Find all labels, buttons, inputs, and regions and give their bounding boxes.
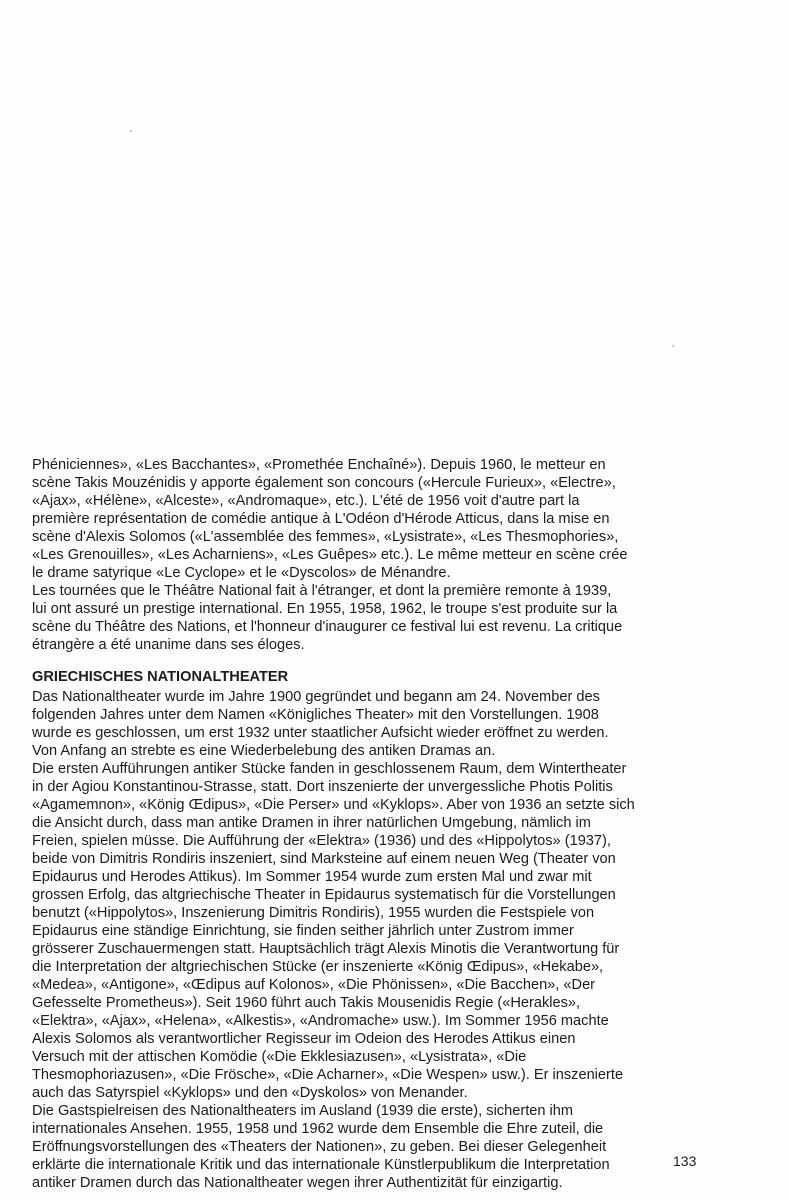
- text-line: Das Nationaltheater wurde im Jahre 1900 gegründet und begann am 24. November des: [32, 689, 600, 705]
- text-line: lui ont assuré un prestige international. En 1955, 1958, 1962, le troupe s'est produite sur la: [32, 601, 618, 617]
- text-line: première représentation de comédie antique à L'Odéon d'Hérode Atticus, dans la mise en: [32, 511, 610, 527]
- text-line: «Medea», «Antigone», «Œdipus auf Kolonos», «Die Phönissen», «Die Bacchen», «Der: [32, 977, 596, 993]
- text-line: benutzt («Hippolytos», Inszenierung Dimitris Rondiris), 1955 wurden die Festspiele von: [32, 905, 595, 921]
- text-line: scène Takis Mouzénidis y apporte également son concours («Hercule Furieux», «Electre»,: [32, 475, 616, 491]
- text-line: Die ersten Aufführungen antiker Stücke fanden in geschlossenem Raum, dem Wintertheater: [32, 761, 627, 777]
- german-paragraph: [32, 688, 712, 1192]
- text-line: die Interpretation der altgriechischen Stücke (er inszenierte «König Œdipus», «Hekabe»,: [32, 959, 604, 975]
- text-line: «Ajax», «Hélène», «Alceste», «Andromaque», etc.). L'été de 1956 voit d'autre part la: [32, 493, 580, 509]
- text-line: «Les Grenouilles», «Les Acharniens», «Les Guêpes» etc.). Le même metteur en scène crée: [32, 547, 628, 563]
- text-line: auch das Satyrspiel «Kyklops» und den «Dyskolos» von Menander.: [32, 1085, 468, 1101]
- text-line: wurde es geschlossen, um erst 1932 unter staatlicher Aufsicht wieder eröffnet zu werden.: [32, 725, 609, 741]
- text-line: Freien, spielen müsse. Die Aufführung der «Elektra» (1936) und des «Hippolytos» (1937),: [32, 833, 611, 849]
- text-line: étrangère a été unanime dans ses éloges.: [32, 637, 305, 653]
- text-line: Gefesselte Prometheus»). Seit 1960 führt auch Takis Mousenidis Regie («Herakles»,: [32, 995, 581, 1011]
- text-line: Epidaurus eine ständige Einrichtung, sie finden seither jährlich unter Zustrom immer: [32, 923, 574, 939]
- text-line: le drame satyrique «Le Cyclope» et le «Dyscolos» de Ménandre.: [32, 565, 451, 581]
- french-paragraph: [32, 456, 712, 654]
- text-line: internationales Ansehen. 1955, 1958 und 1962 wurde dem Ensemble die Ehre zuteil, die: [32, 1121, 604, 1137]
- text-line: Alexis Solomos als verantwortlicher Regisseur im Odeion des Herodes Attikus einen: [32, 1031, 576, 1047]
- page-number: 133: [673, 1153, 697, 1169]
- text-line: beide von Dimitris Rondiris inszeniert, sind Marksteine auf einem neuen Weg (Theater von: [32, 851, 616, 867]
- paper-speck: [130, 130, 132, 132]
- text-line: Die Gastspielreisen des Nationaltheaters im Ausland (1939 die erste), sicherten ihm: [32, 1103, 574, 1119]
- section-heading: GRIECHISCHES NATIONALTHEATER: [32, 669, 289, 685]
- text-line: Phéniciennes», «Les Bacchantes», «Promethée Enchaîné»). Depuis 1960, le metteur en: [32, 457, 606, 473]
- text-line: grossen Erfolg, das altgriechische Theater in Epidaurus systematisch für die Vorstellungen: [32, 887, 616, 903]
- text-line: Versuch mit der attischen Komödie («Die Ekklesiazusen», «Lysistrata», «Die: [32, 1049, 527, 1065]
- text-line: Eröffnungsvorstellungen des «Theaters der Nationen», zu geben. Bei dieser Gelegenheit: [32, 1139, 607, 1155]
- text-line: grösserer Zuschauermengen statt. Hauptsächlich trägt Alexis Minotis die Verantwortung für: [32, 941, 620, 957]
- text-line: die Ansicht durch, dass man antike Dramen in ihrer natürlichen Umgebung, nämlich im: [32, 815, 591, 831]
- text-line: erklärte die internationale Kritik und das internationale Künstlerpublikum die Interpretation: [32, 1157, 610, 1173]
- text-line: folgenden Jahres unter dem Namen «Königliches Theater» mit den Vorstellungen. 1908: [32, 707, 599, 723]
- text-line: Thesmophoriazusen», «Die Frösche», «Die Acharner», «Die Wespen» usw.). Er inszenierte: [32, 1067, 624, 1083]
- text-line: antiker Dramen durch das Nationaltheater wegen ihrer Authentizität für einzigartig.: [32, 1175, 563, 1191]
- text-line: Les tournées que le Théâtre National fait à l'étranger, et dont la première remonte à 1939,: [32, 583, 612, 599]
- paper-speck: [672, 345, 674, 347]
- text-line: scène du Théâtre des Nations, et l'honneur d'inaugurer ce festival lui est revenu. La critique: [32, 619, 623, 635]
- text-line: Von Anfang an strebte es eine Wiederbelebung des antiken Dramas an.: [32, 743, 496, 759]
- text-line: «Elektra», «Ajax», «Helena», «Alkestis», «Andromache» usw.). Im Sommer 1956 machte: [32, 1013, 609, 1029]
- text-line: «Agamemnon», «König Œdipus», «Die Perser» und «Kyklops». Aber von 1936 an setzte sich: [32, 797, 635, 813]
- text-line: in der Agiou Konstantinou-Strasse, statt. Dort inszenierte der unvergessliche Photis Politis: [32, 779, 613, 795]
- text-line: scène d'Alexis Solomos («L'assemblée des femmes», «Lysistrate», «Les Thesmophories»,: [32, 529, 619, 545]
- text-line: Epidaurus und Herodes Attikus). Im Sommer 1954 wurde zum ersten Mal und zwar mit: [32, 869, 592, 885]
